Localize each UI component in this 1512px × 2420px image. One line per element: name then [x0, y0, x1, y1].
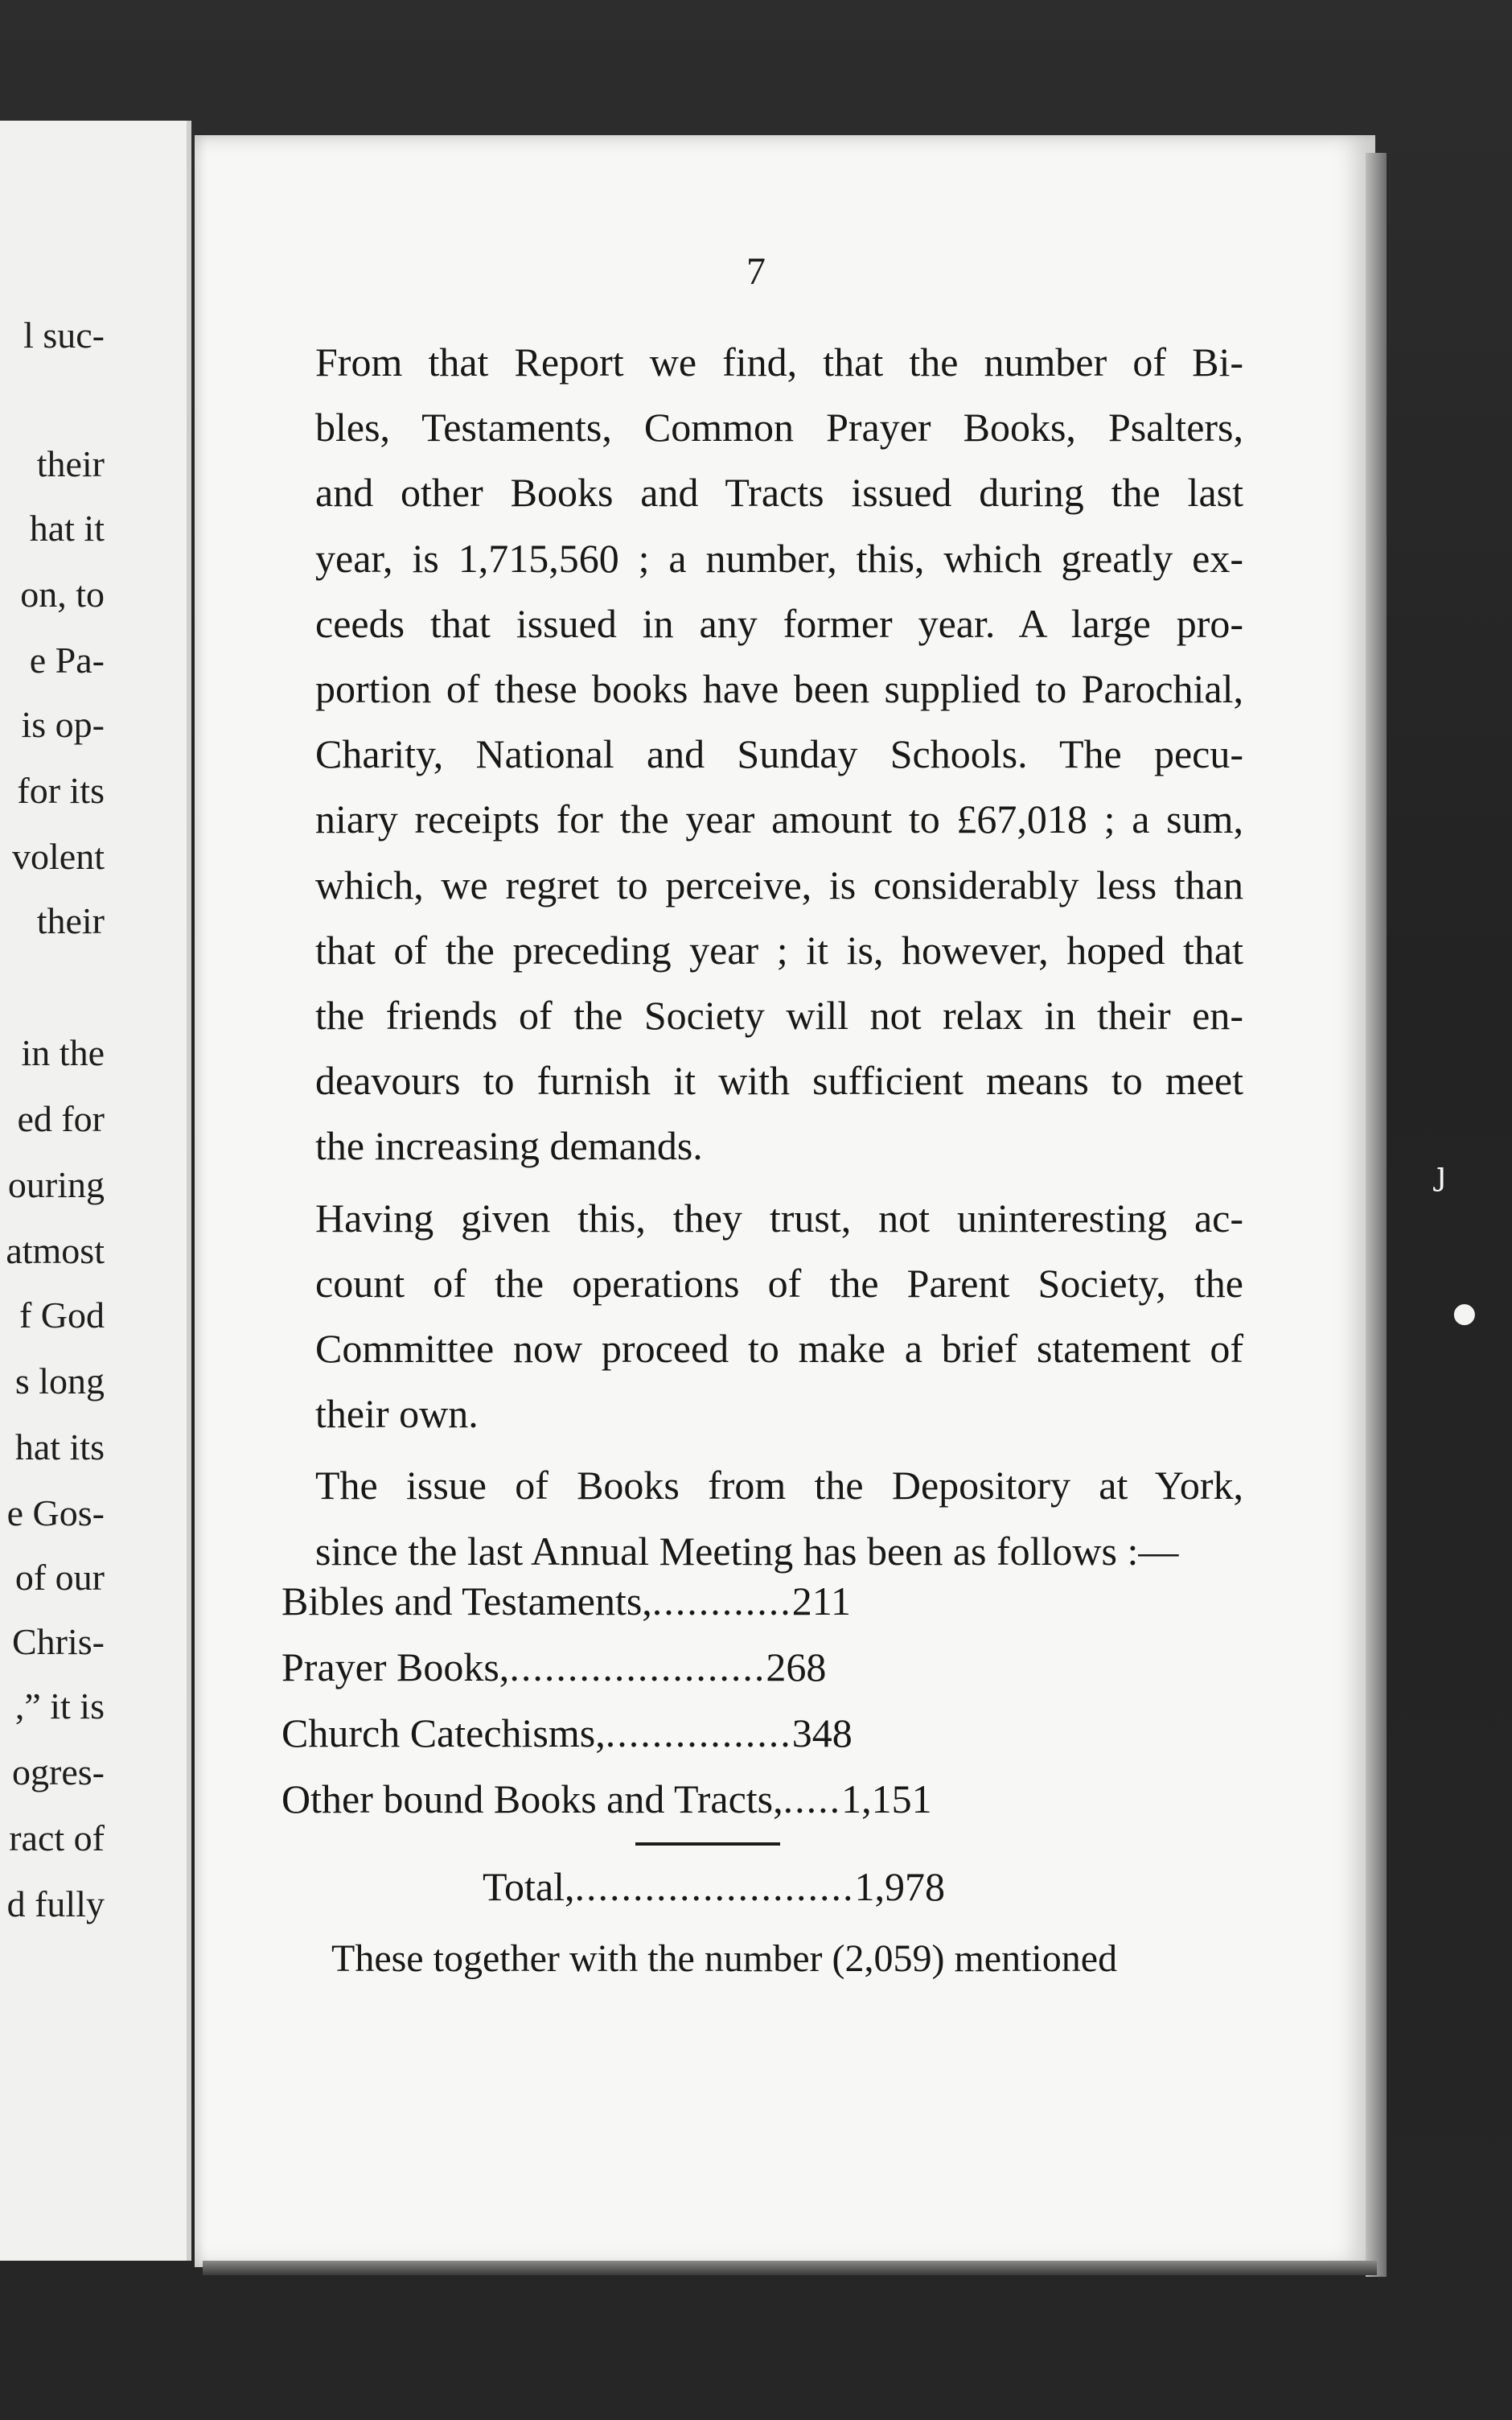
left-page-line: Chris-: [12, 1621, 105, 1662]
left-page-line: their: [36, 900, 105, 941]
text-line: Charity, National and Sunday Schools. The pecu-: [315, 731, 1243, 777]
book-row: [281, 1635, 826, 1699]
left-page-line: in the: [21, 1032, 105, 1073]
margin-dot: ●: [1452, 1297, 1477, 1329]
left-page-line: ouring: [7, 1164, 105, 1205]
left-page-line: ract of: [9, 1817, 105, 1858]
total-row: [483, 1854, 945, 1919]
total-leader-dots: ........................: [574, 1864, 855, 1909]
left-page-line: volent: [12, 836, 105, 877]
page-bottom-edge: [203, 2261, 1377, 2275]
book-leader-dots: ............: [651, 1578, 792, 1624]
text-line: From that Report we find, that the number of Bi-: [315, 340, 1243, 385]
sum-rule: [635, 1842, 780, 1846]
total-count: 1,978: [854, 1864, 946, 1909]
left-page-line: f God: [18, 1294, 105, 1336]
text-line: deavours to furnish it with sufficient means to meet: [315, 1058, 1243, 1104]
left-page-line: their: [36, 443, 105, 484]
text-line: which, we regret to perceive, is considerably less than: [315, 862, 1243, 908]
book-leader-dots: ................: [605, 1710, 792, 1755]
text-line: the friends of the Society will not relax in their en-: [315, 993, 1243, 1039]
paragraph-account: [272, 1186, 1243, 1447]
book-leader-dots: .....: [783, 1776, 842, 1821]
book-count: 1,151: [841, 1776, 932, 1821]
text-line: The issue of Books from the Depository at York,: [315, 1463, 1243, 1508]
text-line: that of the preceding year ; it is, however, hoped that: [315, 927, 1243, 973]
left-page-line: d fully: [6, 1883, 105, 1924]
left-page-fragment: [0, 121, 191, 2261]
total-label: Total,: [483, 1864, 575, 1909]
left-page-line: l suc-: [23, 315, 105, 356]
text-line: Committee now proceed to make a brief statement of: [315, 1326, 1243, 1372]
left-page-line: s long: [14, 1360, 105, 1401]
closing-line: These together with the number (2,059) mentioned: [331, 1937, 1118, 1980]
book-row: [281, 1569, 851, 1633]
paragraph-report: [272, 330, 1243, 1179]
body-text: [272, 330, 1243, 1584]
text-line: ceeds that issued in any former year. A large pro-: [315, 600, 1243, 646]
left-page-line: hat its: [14, 1426, 105, 1467]
paragraph-issue: [272, 1453, 1243, 1583]
left-page-line: on, to: [20, 574, 105, 615]
text-line: year, is 1,715,560 ; a number, this, which greatly ex-: [315, 535, 1243, 581]
book-count: 348: [791, 1710, 853, 1755]
text-line: their own.: [315, 1391, 479, 1437]
text-line: portion of these books have been supplied to Parochial,: [315, 666, 1243, 712]
text-line: count of the operations of the Parent Society, the: [315, 1260, 1243, 1306]
left-page-line: for its: [17, 770, 105, 811]
left-page-line: ed for: [17, 1098, 105, 1139]
left-page-line: ogres-: [12, 1751, 105, 1792]
text-line: Having given this, they trust, not uninteresting ac-: [315, 1195, 1243, 1241]
book-label: Church Catechisms,: [281, 1710, 606, 1755]
left-page-line: e Gos-: [6, 1492, 105, 1533]
book-label: Bibles and Testaments,: [281, 1578, 652, 1624]
text-line: niary receipts for the year amount to £67,018 ; a sum,: [315, 796, 1243, 842]
left-page-line: e Pa-: [29, 640, 105, 681]
book-label: Prayer Books,: [281, 1644, 510, 1689]
book-row: [281, 1767, 932, 1831]
page-number: 7: [746, 250, 766, 293]
left-page-line: of our: [14, 1557, 105, 1598]
text-line: since the last Annual Meeting has been as follows :—: [315, 1528, 1179, 1574]
book-leader-dots: ......................: [509, 1644, 766, 1689]
book-count: 268: [766, 1644, 827, 1689]
left-page-line: ,” it is: [14, 1685, 105, 1727]
margin-mark: ȷ: [1436, 1155, 1447, 1192]
text-line: bles, Testaments, Common Prayer Books, Psalters,: [315, 405, 1243, 451]
page-edge: [1366, 153, 1387, 2277]
book-row: [281, 1701, 853, 1765]
left-page-line: is op-: [21, 704, 105, 745]
text-line: and other Books and Tracts issued during the last: [315, 470, 1243, 516]
book-count: 211: [791, 1578, 851, 1624]
left-page-line: hat it: [29, 508, 105, 549]
book-label: Other bound Books and Tracts,: [281, 1776, 783, 1821]
left-page-line: atmost: [6, 1230, 105, 1271]
text-line: the increasing demands.: [315, 1123, 703, 1169]
